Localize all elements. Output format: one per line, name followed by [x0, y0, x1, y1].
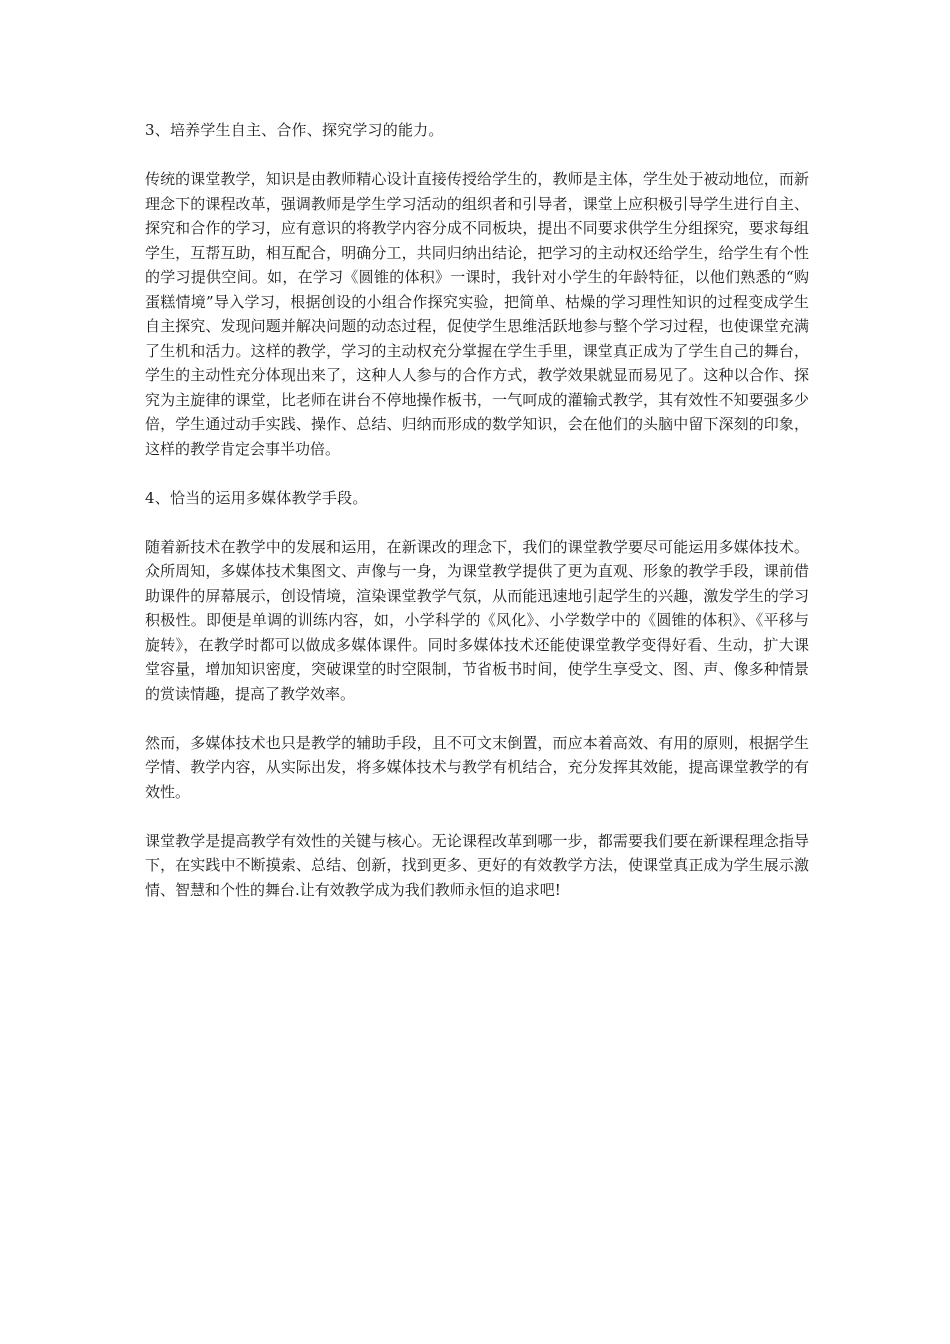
section-3-paragraph: 传统的课堂教学，知识是由教师精心设计直接传授给学生的，教师是主体，学生处于被动地位，而新理念下的课程改革，强调教师是学生学习活动的组织者和引导者，课堂上应积极引导学生进行自主、探究和合作的学习，应有意识的将教学内容分成不同板块，提出不同要求供学生分组探究，要求每组学生，互帮互助，相互配合，明确分工，共同归纳出结论，把学习的主动权还给学生，给学生有个性的学习提供空间。如，在学习《圆锥的体积》一课时，我针对小学生的年龄特征，以他们熟悉的“购蛋糕情境”导入学习，根据创设的小组合作探究实验，把简单、枯燥的学习理性知识的过程变成学生自主探究、发现问题并解决问题的动态过程，促使学生思维活跃地参与整个学习过程，也使课堂充满了生机和活力。这样的教学，学习的主动权充分掌握在学生手里，课堂真正成为了学生自己的舞台，学生的主动性充分体现出来了，这种人人参与的合作方式，教学效果就显而易见了。这种以合作、探究为主旋律的课堂，比老师在讲台不停地操作板书，一气呵成的灌输式教学，其有效性不知要强多少倍，学生通过动手实践、操作、总结、归纳而形成的数学知识，会在他们的头脑中留下深刻的印象，这样的教学肯定会事半功倍。 — [145, 170, 809, 458]
section-4-paragraph-1: 随着新技术在教学中的发展和运用，在新课改的理念下，我们的课堂教学要尽可能运用多媒体技术。众所周知，多媒体技术集图文、声像与一身，为课堂教学提供了更为直观、形象的教学手段，课前借助课件的屏幕展示，创设情境，渲染课堂教学气氛，从而能迅速地引起学生的兴趣，激发学生的学习积极性。即便是单调的训练内容，如，小学科学的《风化》、小学数学中的《圆锥的体积》、《平移与旋转》，在教学时都可以做成多媒体课件。同时多媒体技术还能使课堂教学变得好看、生动，扩大课堂容量，增加知识密度，突破课堂的时空限制，节省板书时间，使学生享受文、图、声、像多种情景的赏读情趣，提高了教学效率。 — [145, 537, 809, 703]
section-4-heading: 4、恰当的运用多媒体教学手段。 — [145, 488, 368, 507]
document-body — [145, 118, 809, 927]
conclusion-paragraph: 课堂教学是提高教学有效性的关键与核心。无论课程改革到哪一步，都需要我们要在新课程理念指导下，在实践中不断摸索、总结、创新，找到更多、更好的有效教学方法，使课堂真正成为学生展示激情、智慧和个性的舞台.让有效教学成为我们教师永恒的追求吧! — [145, 831, 809, 899]
section-4-paragraph-2: 然而，多媒体技术也只是教学的辅助手段，且不可文末倒置，而应本着高效、有用的原则，根据学生学情、教学内容，从实际出发，将多媒体技术与教学有机结合，充分发挥其效能，提高课堂教学的有效性。 — [145, 733, 809, 801]
section-3-heading: 3、培养学生自主、合作、探究学习的能力。 — [145, 121, 444, 139]
